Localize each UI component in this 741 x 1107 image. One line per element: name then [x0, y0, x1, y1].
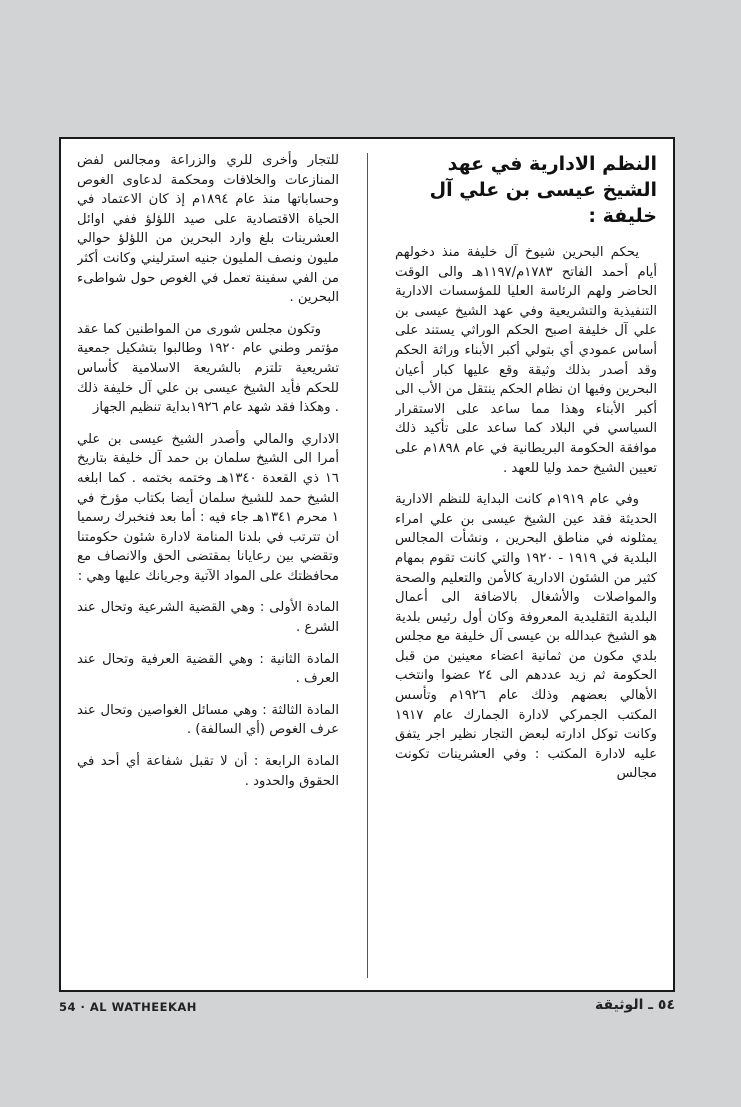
page-footer [59, 997, 675, 1022]
right-column [395, 151, 657, 978]
paragraph: الاداري والمالي وأصدر الشيخ عيسى بن علي أمرا الى الشيخ سلمان بن حمد آل خليفة بتاريخ ١٦ ذي القعدة ١٣٤٠هـ وختمه بختمه . كما ابلغه الشيخ حمد للشيخ سلمان أيضا بكتاب مؤرخ في ١ محرم ١٣٤١هـ جاء فيه : أما بعد فنخبرك رسميا ان تترتب في بلدنا المنامة لادارة شئون حكومتنا وتقضي بين رعايانا بمقتضى الحق والانصاف مع محافظتك على المواد الآتية وجريانك عليها وهي : [77, 431, 339, 584]
article-item: المادة الثانية : وهي القضية العرفية وتحال عند العرف . [77, 651, 339, 687]
article-item: المادة الثالثة : وهي مسائل الغواصين وتحال عند عرف الغوص (أي السالفة) . [77, 702, 339, 738]
paragraph: للتجار وأخرى للري والزراعة ومجالس لفض المنازعات والخلافات ومحكمة لدعاوى الغوص وحساباتها منذ عام ١٨٩٤م إذ كان الاعتماد في الحياة الاقتصادية على صيد اللؤلؤ ففي اوائل العشرينات بلغ وارد البحرين من اللؤلؤ حوالي مليون ونصف المليون جنيه استرليني وكانت أكثر من الفي سفينة تعمل في الغوص حول شواطىء البحرين . [77, 153, 339, 306]
column-divider [367, 153, 368, 978]
article-frame [59, 137, 675, 992]
article-title: النظم الادارية في عهد الشيخ عيسى بن علي آل خليفة : [429, 153, 657, 227]
article-item: المادة الأولى : وهي القضية الشرعية وتحال عند الشرع . [77, 600, 339, 636]
paragraph: وفي عام ١٩١٩م كانت البداية للنظم الادارية الحديثة فقد عين الشيخ عيسى بن علي امراء يمثلونه في مناطق البحرين ، ونشأت المجالس البلدية في ١٩١٩ - ١٩٢٠ والتي كانت تقوم بمهام كثير من الشئون الادارية كالأمن والتعليم والصحة والمواصلات والأشغال بالاضافة الى أعمال البلدية التقليدية المعروفة وكان أول رئيس بلدية هو الشيخ عبدالله بن عيسى آل خليفة مع مجلس بلدي مكون من ثمانية اعضاء معينين من قبل الحكومة ثم زيد عددهم الى ٢٤ عضوا وانتخب الأهالي بعضهم وذلك عام ١٩٢٦م وتأسس المكتب الجمركي لادارة الجمارك عام ١٩١٧ وكانت توكل ادارته لبعض التجار نظير اجر يتفق عليه لادارة المكتب : وفي العشرينات تكونت مجالس [395, 492, 657, 782]
footer-page-number-arabic: ٥٤ ـ الوثيقة [595, 997, 675, 1013]
left-column [77, 151, 339, 978]
paragraph: يحكم البحرين شيوخ آل خليفة منذ دخولهم أيام أحمد الفاتح ١٧٨٣م/١١٩٧هـ والى الوقت الحاضر ولهم الرئاسة العليا للمؤسسات الادارية التنفيذية والتشريعية وفي عهد الشيخ عيسى بن علي آل خليفة اصبح الحكم الوراثي يستند على أساس عمودي أي بتولي أكبر الأبناء وراثة الحكم وقد أصدر بذلك وثيقة وقع عليها كبار أعيان البحرين وفيها ان نظام الحكم ينتقل من الأب الى أكبر الأبناء وهذا مما ساعد على الاستقرار السياسي في البلاد كما ساعد على تأكيد ذلك موافقة الحكومة البريطانية في عام ١٨٩٨م على تعيين الشيخ حمد وليا للعهد . [395, 245, 657, 476]
article-item: المادة الرابعة : أن لا تقبل شفاعة أي أحد في الحقوق والحدود . [77, 754, 339, 789]
paragraph: وتكون مجلس شورى من المواطنين كما عقد مؤتمر وطني عام ١٩٢٠ وطالبوا بتشكيل جمعية تشريعية تلتزم بالشريعة الاسلامية كأساس للحكم فأيد الشيخ عيسى بن علي آل خليفة ذلك . وهكذا فقد شهد عام ١٩٢٦بداية تنظيم الجهاز [77, 321, 339, 416]
footer-page-number-english: 54 · AL WATHEEKAH [59, 1000, 197, 1014]
